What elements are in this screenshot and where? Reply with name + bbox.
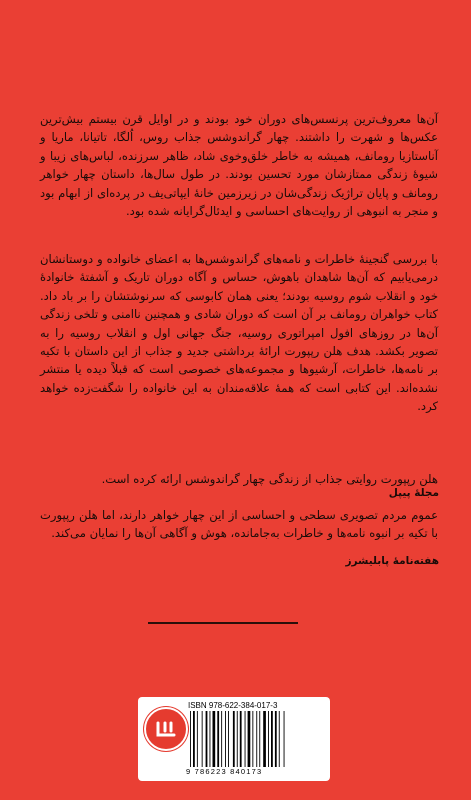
divider-line: [148, 622, 298, 624]
barcode-icon: [188, 711, 322, 767]
blurb-paragraph-1: آن‌ها معروف‌ترین پرنسس‌های دوران خود بودند و در اوایل قرن بیستم بیش‌ترین عکس‌ها و شهرت را داشتند. چهار گراندوشس جذاب روس، اُلگا، تاتیانا، ماریا و آناستازیا رومانف، همیشه به خاطر خلق‌وخوی شاد، ظاهر سرزنده، لباس‌های زیبا و شیوۀ زندگی ممتازشان مورد تحسین بودند. در طول سال‌ها، داستان چهار خواهر رومانف و پایان تراژیک زندگی‌شان در زیرزمین خانۀ ایپاتی‌یف در پرده‌ای از ابهام بود و منجر به انبوهی از روایت‌های احساسی و ایدئال‌گرایانه شده بود.: [40, 112, 438, 219]
review-source-1: مجلۀ پیپل: [388, 487, 439, 499]
blurb-paragraph-2: با بررسی گنجینۀ خاطرات و نامه‌های گراندوشس‌ها به اعضای خانواده و دوستانشان درمی‌یابیم که آن‌ها شاهدان باهوش، حساس و آگاه دوران تاریک و آشفتۀ خانوادۀ خود و انقلاب شوم روسیه بودند؛ یعنی همان کابوسی که سرنوشتشان را بر باد داد. کتاب خواهران رومانف بر آن است که دوران شادی و همچنین ناامنی و تلخی زندگی آن‌ها در روزهای افول امپراتوری روسیه، جنگ جهانی اول و انقلاب روسیه را به تصویر بکشد. هدف هلن رپپورت ارائۀ برداشتی جدید و جذاب از این داستان با تکیه بر نامه‌ها، خاطرات، آرشیوها و مجموعه‌های خصوصی است که قبلاً دیده یا منتشر نشده‌اند. این کتابی است که همۀ علاقه‌مندان به این خانواده را شگفت‌زده خواهد کرد.: [40, 252, 438, 414]
publisher-logo-icon: [144, 707, 188, 751]
review-quote-1: هلن رپپورت روایتی جذاب از زندگی چهار گراندوشس ارائه کرده است.: [101, 472, 438, 486]
isbn-label: ISBN 978-622-384-017-3: [188, 701, 278, 710]
review-source-2: هفته‌نامۀ پابلیشرز: [345, 555, 439, 567]
barcode-digits: 9 786223 840173: [186, 767, 263, 776]
barcode-panel: [138, 697, 330, 781]
review-quote-2: عموم مردم تصویری سطحی و احساسی از این چهار خواهر دارند، اما هلن رپپورت با تکیه بر انبوه نامه‌ها و خاطرات به‌جامانده، هوش و آگاهی آن‌ها را نمایان می‌کند.: [40, 508, 438, 541]
publisher-logo-mark-icon: [155, 720, 177, 738]
